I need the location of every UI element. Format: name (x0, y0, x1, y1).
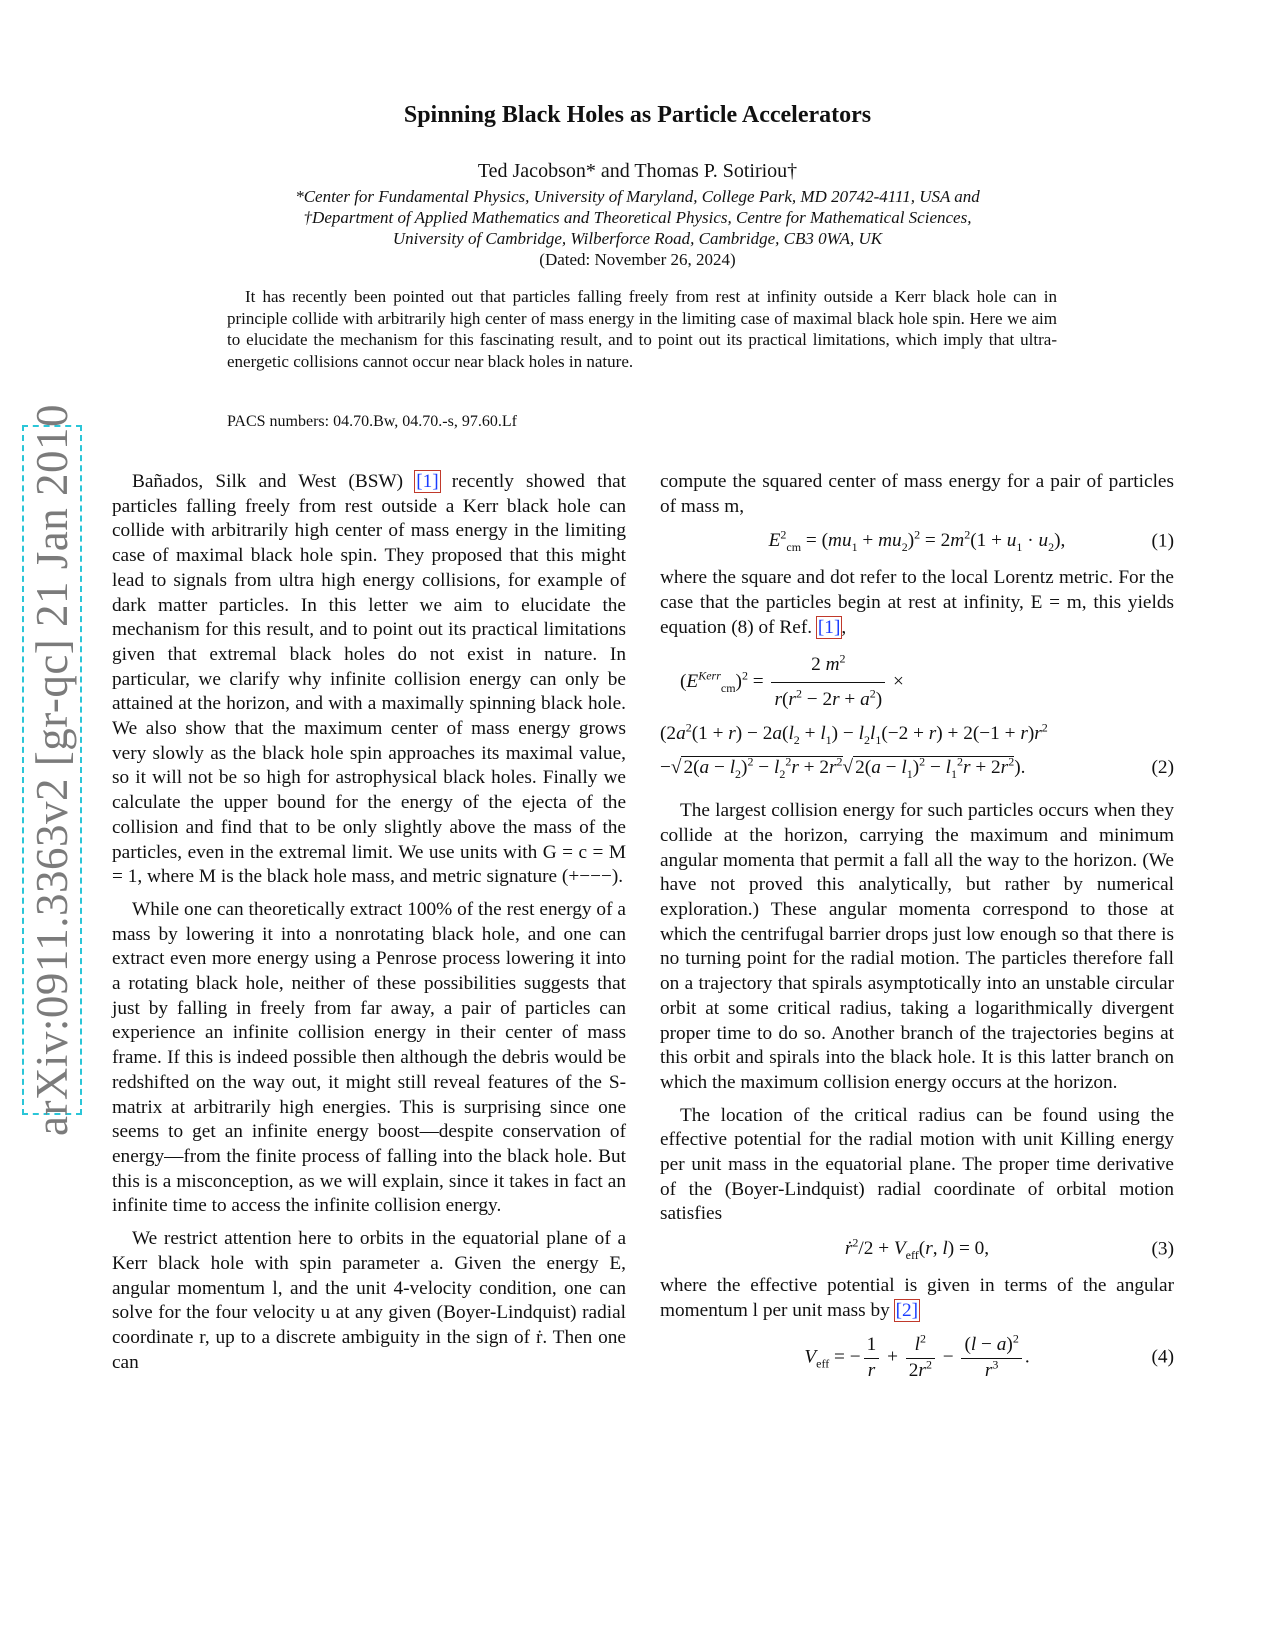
affiliation-2: †Department of Applied Mathematics and Theoretical Physics, Centre for Mathematical Sciences, (303, 208, 972, 227)
equation-3-number: (3) (1151, 1238, 1174, 1260)
right-p5-text: where the effective potential is given in terms of the angular momentum l per unit mass by (660, 1274, 1174, 1321)
paper-title: Spinning Black Holes as Particle Accelerators (403, 102, 872, 128)
right-paragraph-1: compute the squared center of mass energy for a pair of particles of mass m, (660, 471, 1174, 517)
right-p2-text-a: where the square and dot refer to the local Lorentz metric. For the case that the particles begin at rest at infinity, E = m, this yields equation (8) of Ref. (660, 567, 1174, 638)
left-column (112, 470, 626, 1383)
equation-1-number: (1) (1151, 530, 1174, 552)
affiliation-3: University of Cambridge, Wilberforce Road, Cambridge, CB3 0WA, UK (392, 229, 883, 248)
citation-link-1[interactable]: [1] (416, 471, 439, 492)
affiliation-1: *Center for Fundamental Physics, University of Maryland, College Park, MD 20742-4111, USA and (295, 187, 980, 206)
right-column (660, 470, 1174, 1396)
pacs-numbers: PACS numbers: 04.70.Bw, 04.70.-s, 97.60.Lf (227, 413, 517, 430)
right-paragraph-3: The largest collision energy for such particles occurs when they collide at the horizon, carrying the maximum and minimum angular momenta that permit a fall all the way to the horizon. (We have not proved this analytically, but rather by numerical exploration.) These angular momenta correspond to those at which the centrifugal barrier drops just low enough so that there is no turning point for the radial motion. The particles therefore fall on a trajectory that spirals asymptotically into an unstable circular orbit at some critical radius, taking a logarithmically divergent proper time to do so. Another branch of the trajectories begins at this orbit and spirals into the black hole. It is this latter branch on which the maximum collision energy occurs at the horizon. (660, 800, 1174, 1093)
left-paragraph-2: While one can theoretically extract 100% of the rest energy of a mass by lowering it into a nonrotating black hole, and one can extract even more energy using a Penrose process lowering it into a rotating black hole, neither of these possibilities suggests that just by falling in freely from far away, a pair of particles can experience an infinite collision energy in their center of mass frame. If this is indeed possible then although the debris would be redshifted on the way out, it might still reveal features of the S-matrix at arbitrarily high energies. This is surprising since one seems to get an infinite energy boost—despite conservation of energy—from the finite process of falling into the black hole. But this is a misconception, as we will explain, since it takes in fact an infinite time to access the infinite collision energy. (112, 898, 626, 1217)
dated-line: (Dated: November 26, 2024) (539, 250, 736, 269)
left-paragraph-3: We restrict attention here to orbits in the equatorial plane of a Kerr black hole with spin parameter a. Given the energy E, angular momentum l, and the unit 4-velocity condition, one can solve for the four velocity u at any given (Boyer-Lindquist) radial coordinate r, up to a discrete ambiguity in the sign of ṙ. Then one can (112, 1228, 626, 1373)
paper-authors: Ted Jacobson* and Thomas P. Sotiriou† (477, 160, 798, 182)
citation-link-2[interactable]: [1] (817, 616, 841, 638)
right-p2-text-b: , (841, 616, 847, 638)
equation-1: $E^2_{cm} = (mu_1 + mu_2)^2 = 2m^2(1 + u_1 \cdot u_2)$, (1) (768, 527, 1174, 555)
equation-4-number: (4) (1151, 1347, 1174, 1369)
left-p1-text-a: Bañados, Silk and West (BSW) (132, 471, 416, 492)
right-paragraph-2 (660, 566, 1174, 640)
equation-2-number: (2) (1151, 757, 1174, 779)
equation-3: ṙ$^2$/2 + $V_{eff}(r$, l) = 0, (3) (844, 1235, 1174, 1263)
citation-link-3[interactable]: [2] (895, 1299, 919, 1321)
right-paragraph-4: The location of the critical radius can be found using the effective potential for the radial motion with unit Killing energy per unit mass in the equatorial plane. The proper time derivative of the (Boyer-Lindquist) radial coordinate of orbital motion satisfies (660, 1104, 1174, 1225)
equation-4: $V_{eff}$ = − $\frac{1}{r}$ + $\frac{l^2}{2r^2}$ − $\frac{(l - a)^2}{r^3}$ . (4) (804, 1331, 1174, 1381)
right-paragraph-5 (660, 1274, 1174, 1323)
abstract: It has recently been pointed out that particles falling freely from rest at infinity outside a Kerr black hole can in principle collide with arbitrarily high center of mass energy in the limiting case of maximal black hole spin. Here we aim to elucidate the mechanism for this fascinating result, and to point out its practical limitations, which imply that ultra-energetic collisions cannot occur near black holes in nature. (227, 287, 1057, 371)
left-p1-text-b: recently showed that particles falling freely from rest outside a Kerr black hole can collide with arbitrarily high center of mass energy in the limiting case of maximal black hole spin. They proposed that this might lead to signals from ultra high energy collisions, for example of dark matter particles. In this letter we aim to elucidate the mechanism for this result, and to point out its practical limitations given that extremal black holes do not exist in nature. In particular, we clarify why infinite collision energy can only be attained at the horizon, and with a maximally spinning black hole. We also show that the maximum center of mass energy grows very slowly as the black hole spin approaches its maximal value, so it will not be so high for astrophysical black holes. Finally we calculate the upper bound for the energy of the ejecta of the collision and find that to be only slightly above the mass of the particles, even in the extremal limit. We use units with G = c = M = 1, where M is the black hole mass, and metric signature (+−−−). (112, 471, 626, 888)
equation-2: $(E^{Kerr}_{cm})^2$ = $\frac{2 m^2}{r(r^2 - 2r + a^2)}$ × ($2a^2(1 + r) - 2a(l_2 + l_1) - l_2l_1(-2 + r) + 2(-1 + r)r^2$ −√ $2(a - l_2)^2 - l_2^2r + 2r^2√$ $2(a - l_1)^2 - l_1^2r + 2r^2$). (2) (660, 648, 1174, 785)
left-paragraph-1 (112, 470, 626, 890)
arxiv-identifier: arXiv:0911.3363v2 [gr-qc] 21 Jan 2010 (27, 403, 77, 1137)
